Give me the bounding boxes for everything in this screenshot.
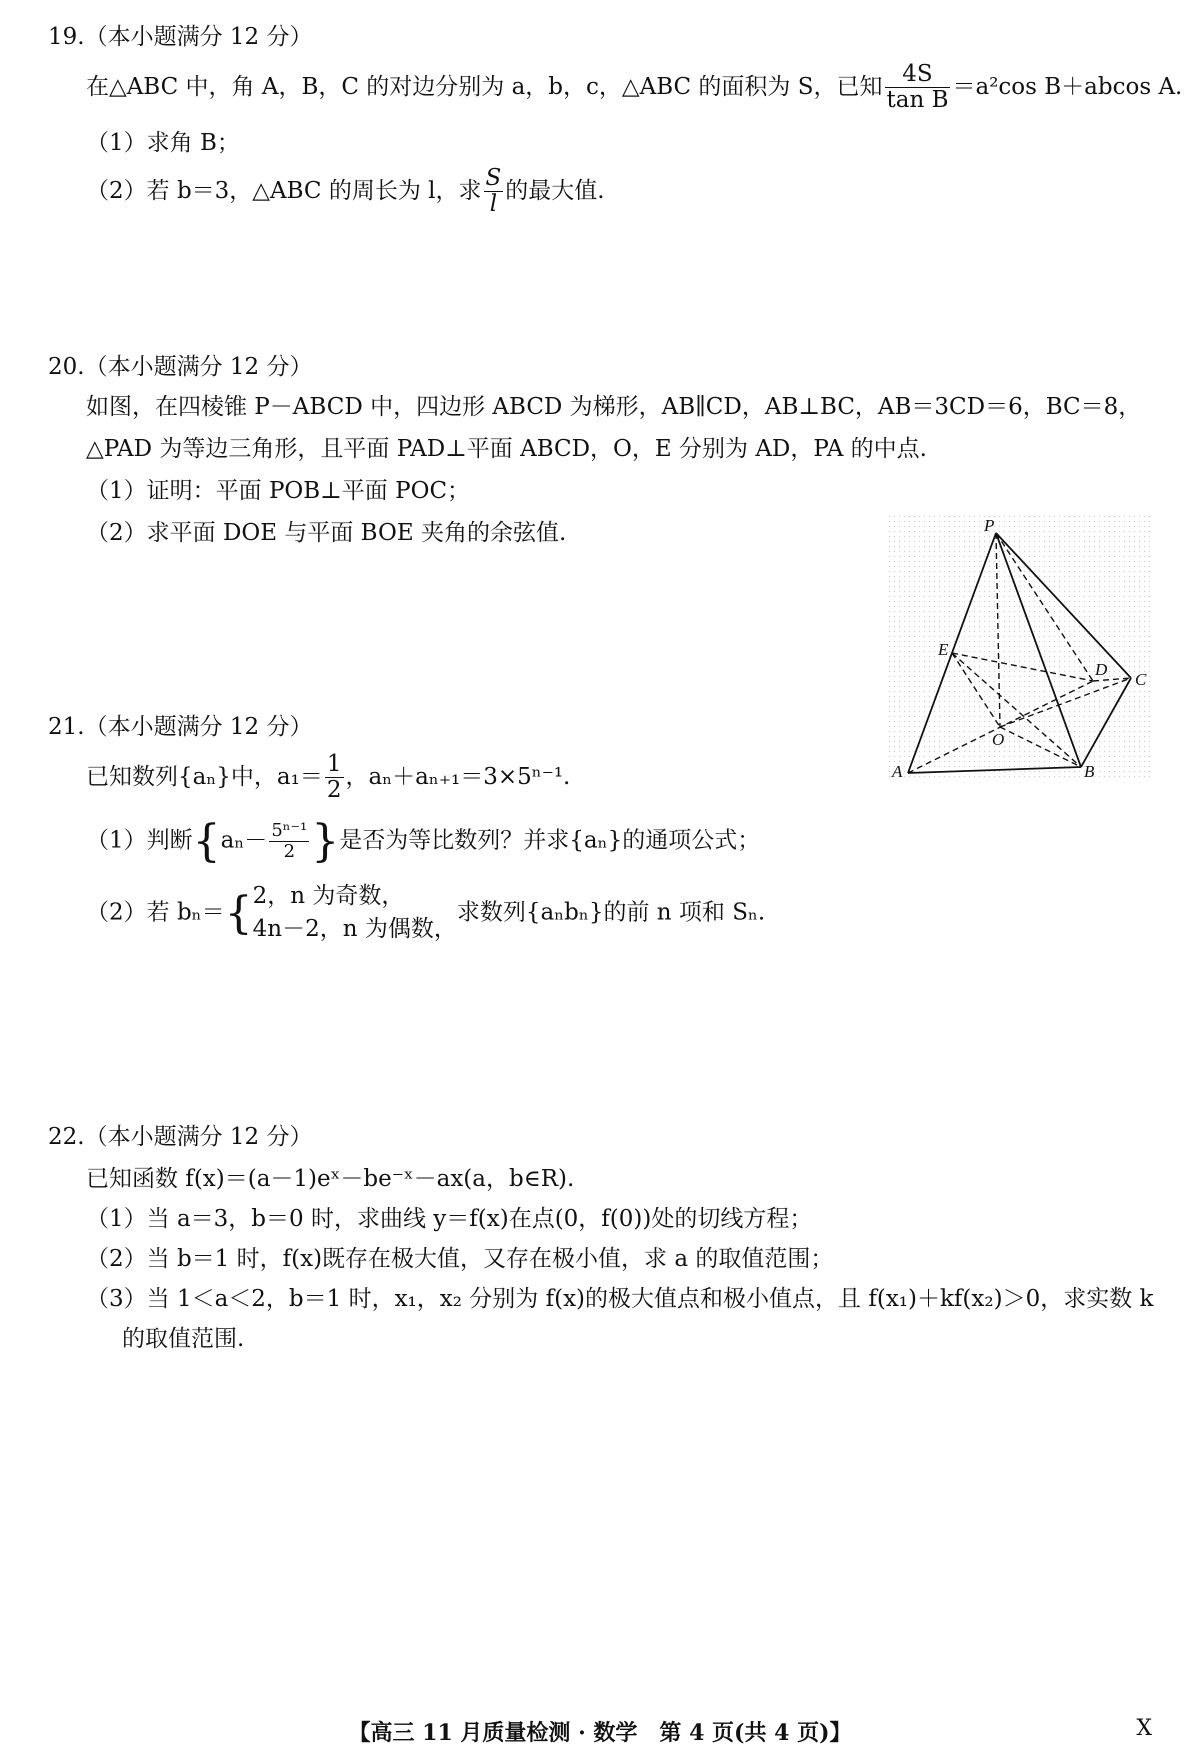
q22-heading: 22.（本小题满分 12 分） [48, 1124, 313, 1150]
page-corner-mark: X [1136, 1716, 1152, 1741]
q19-part2 [86, 166, 605, 218]
q21-right-brace: } [311, 816, 340, 867]
q21-stem-text-a: 已知数列{aₙ}中，a₁＝ [86, 763, 323, 790]
q19-part2-text-a: （2）若 b＝3，△ABC 的周长为 l，求 [86, 177, 482, 204]
q19-part2-fraction [484, 166, 504, 218]
label-D: D [1095, 660, 1108, 679]
q19-stem-text-a: 在△ABC 中，角 A，B，C 的对边分别为 a，b，c，△ABC 的面积为 S，已知 [86, 73, 883, 100]
q22-part2: （2）当 b＝1 时，f(x)既存在极大值，又存在极小值，求 a 的取值范围； [86, 1246, 834, 1272]
q21-part1-text-a: （1）判断 [86, 827, 193, 854]
label-P: P [984, 516, 995, 535]
q21-part1 [86, 816, 760, 867]
q21-part1-expr: aₙ－ [220, 827, 268, 854]
q20-heading: 20.（本小题满分 12 分） [48, 354, 313, 380]
q21-case-even: 4n－2，n 为偶数， [252, 916, 457, 943]
q21-stem [86, 752, 570, 804]
figure-background [888, 515, 1150, 777]
q19-part1: （1）求角 B； [86, 130, 240, 156]
q19-heading: 19.（本小题满分 12 分） [48, 24, 313, 50]
q21-stem-fraction [325, 752, 344, 804]
label-B: B [1084, 762, 1095, 777]
q21-heading: 21.（本小题满分 12 分） [48, 714, 313, 740]
label-E: E [938, 640, 949, 659]
q22-part1: （1）当 a＝3，b＝0 时，求曲线 y＝f(x)在点(0，f(0))处的切线方程； [86, 1206, 813, 1232]
q19-frac-num: 4S [885, 62, 951, 88]
q21-stem-text-b: ，aₙ＋aₙ₊₁＝3×5ⁿ⁻¹. [345, 763, 571, 790]
q21-stem-frac-num: 1 [326, 751, 342, 777]
q21-part1-fraction [269, 821, 309, 862]
q19-frac-den: tan B [886, 87, 949, 114]
q21-stem-frac-den: 2 [326, 777, 342, 804]
q19-part2-frac-num: S [485, 165, 502, 191]
q21-part2-text-b: 求数列{aₙbₙ}的前 n 项和 Sₙ. [456, 899, 766, 926]
q21-case-odd: 2，n 为奇数， [252, 883, 405, 909]
q21-part2 [86, 880, 765, 947]
q19-stem [86, 62, 1182, 114]
q21-cases [253, 880, 457, 947]
q19-part2-frac-den: l [489, 191, 498, 218]
q21-part2-text-a: （2）若 bₙ＝ [86, 899, 225, 926]
q21-left-brace: { [192, 816, 221, 867]
q21-part1-frac-num: 5ⁿ⁻¹ [271, 820, 308, 842]
q20-part2: （2）求平面 DOE 与平面 BOE 夹角的余弦值. [86, 520, 567, 546]
q20-part1: （1）证明：平面 POB⊥平面 POC； [86, 478, 471, 504]
page-footer: 【高三 11 月质量检测 · 数学 第 4 页(共 4 页)】 [348, 1720, 852, 1746]
q22-part3-cont: 的取值范围. [122, 1326, 245, 1352]
q22-part3: （3）当 1＜a＜2，b＝1 时，x₁，x₂ 分别为 f(x)的极大值点和极小值点，且 f(x₁)＋kf(x₂)＞0，求实数 k [86, 1286, 1154, 1312]
q19-stem-text-b: ＝a²cos B＋abcos A. [952, 73, 1183, 100]
q22-stem: 已知函数 f(x)＝(a－1)eˣ－be⁻ˣ－ax(a，b∈R). [86, 1166, 575, 1192]
q21-cases-brace: { [224, 887, 253, 939]
q20-stem-line2: △PAD 为等边三角形，且平面 PAD⊥平面 ABCD，O，E 分别为 AD，PA 的中点. [86, 436, 927, 462]
q19-fraction [885, 62, 951, 114]
q21-part1-text-b: 是否为等比数列？并求{aₙ}的通项公式； [339, 827, 761, 854]
q21-part1-frac-den: 2 [283, 841, 296, 862]
label-A: A [892, 762, 903, 777]
q20-stem-line1: 如图，在四棱锥 P－ABCD 中，四边形 ABCD 为梯形，AB∥CD，AB⊥BC，AB＝3CD＝6，BC＝8， [86, 394, 1142, 420]
label-O: O [992, 730, 1005, 749]
pyramid-figure [888, 515, 1150, 777]
q19-part2-text-b: 的最大值. [505, 177, 605, 204]
label-C: C [1135, 670, 1147, 689]
